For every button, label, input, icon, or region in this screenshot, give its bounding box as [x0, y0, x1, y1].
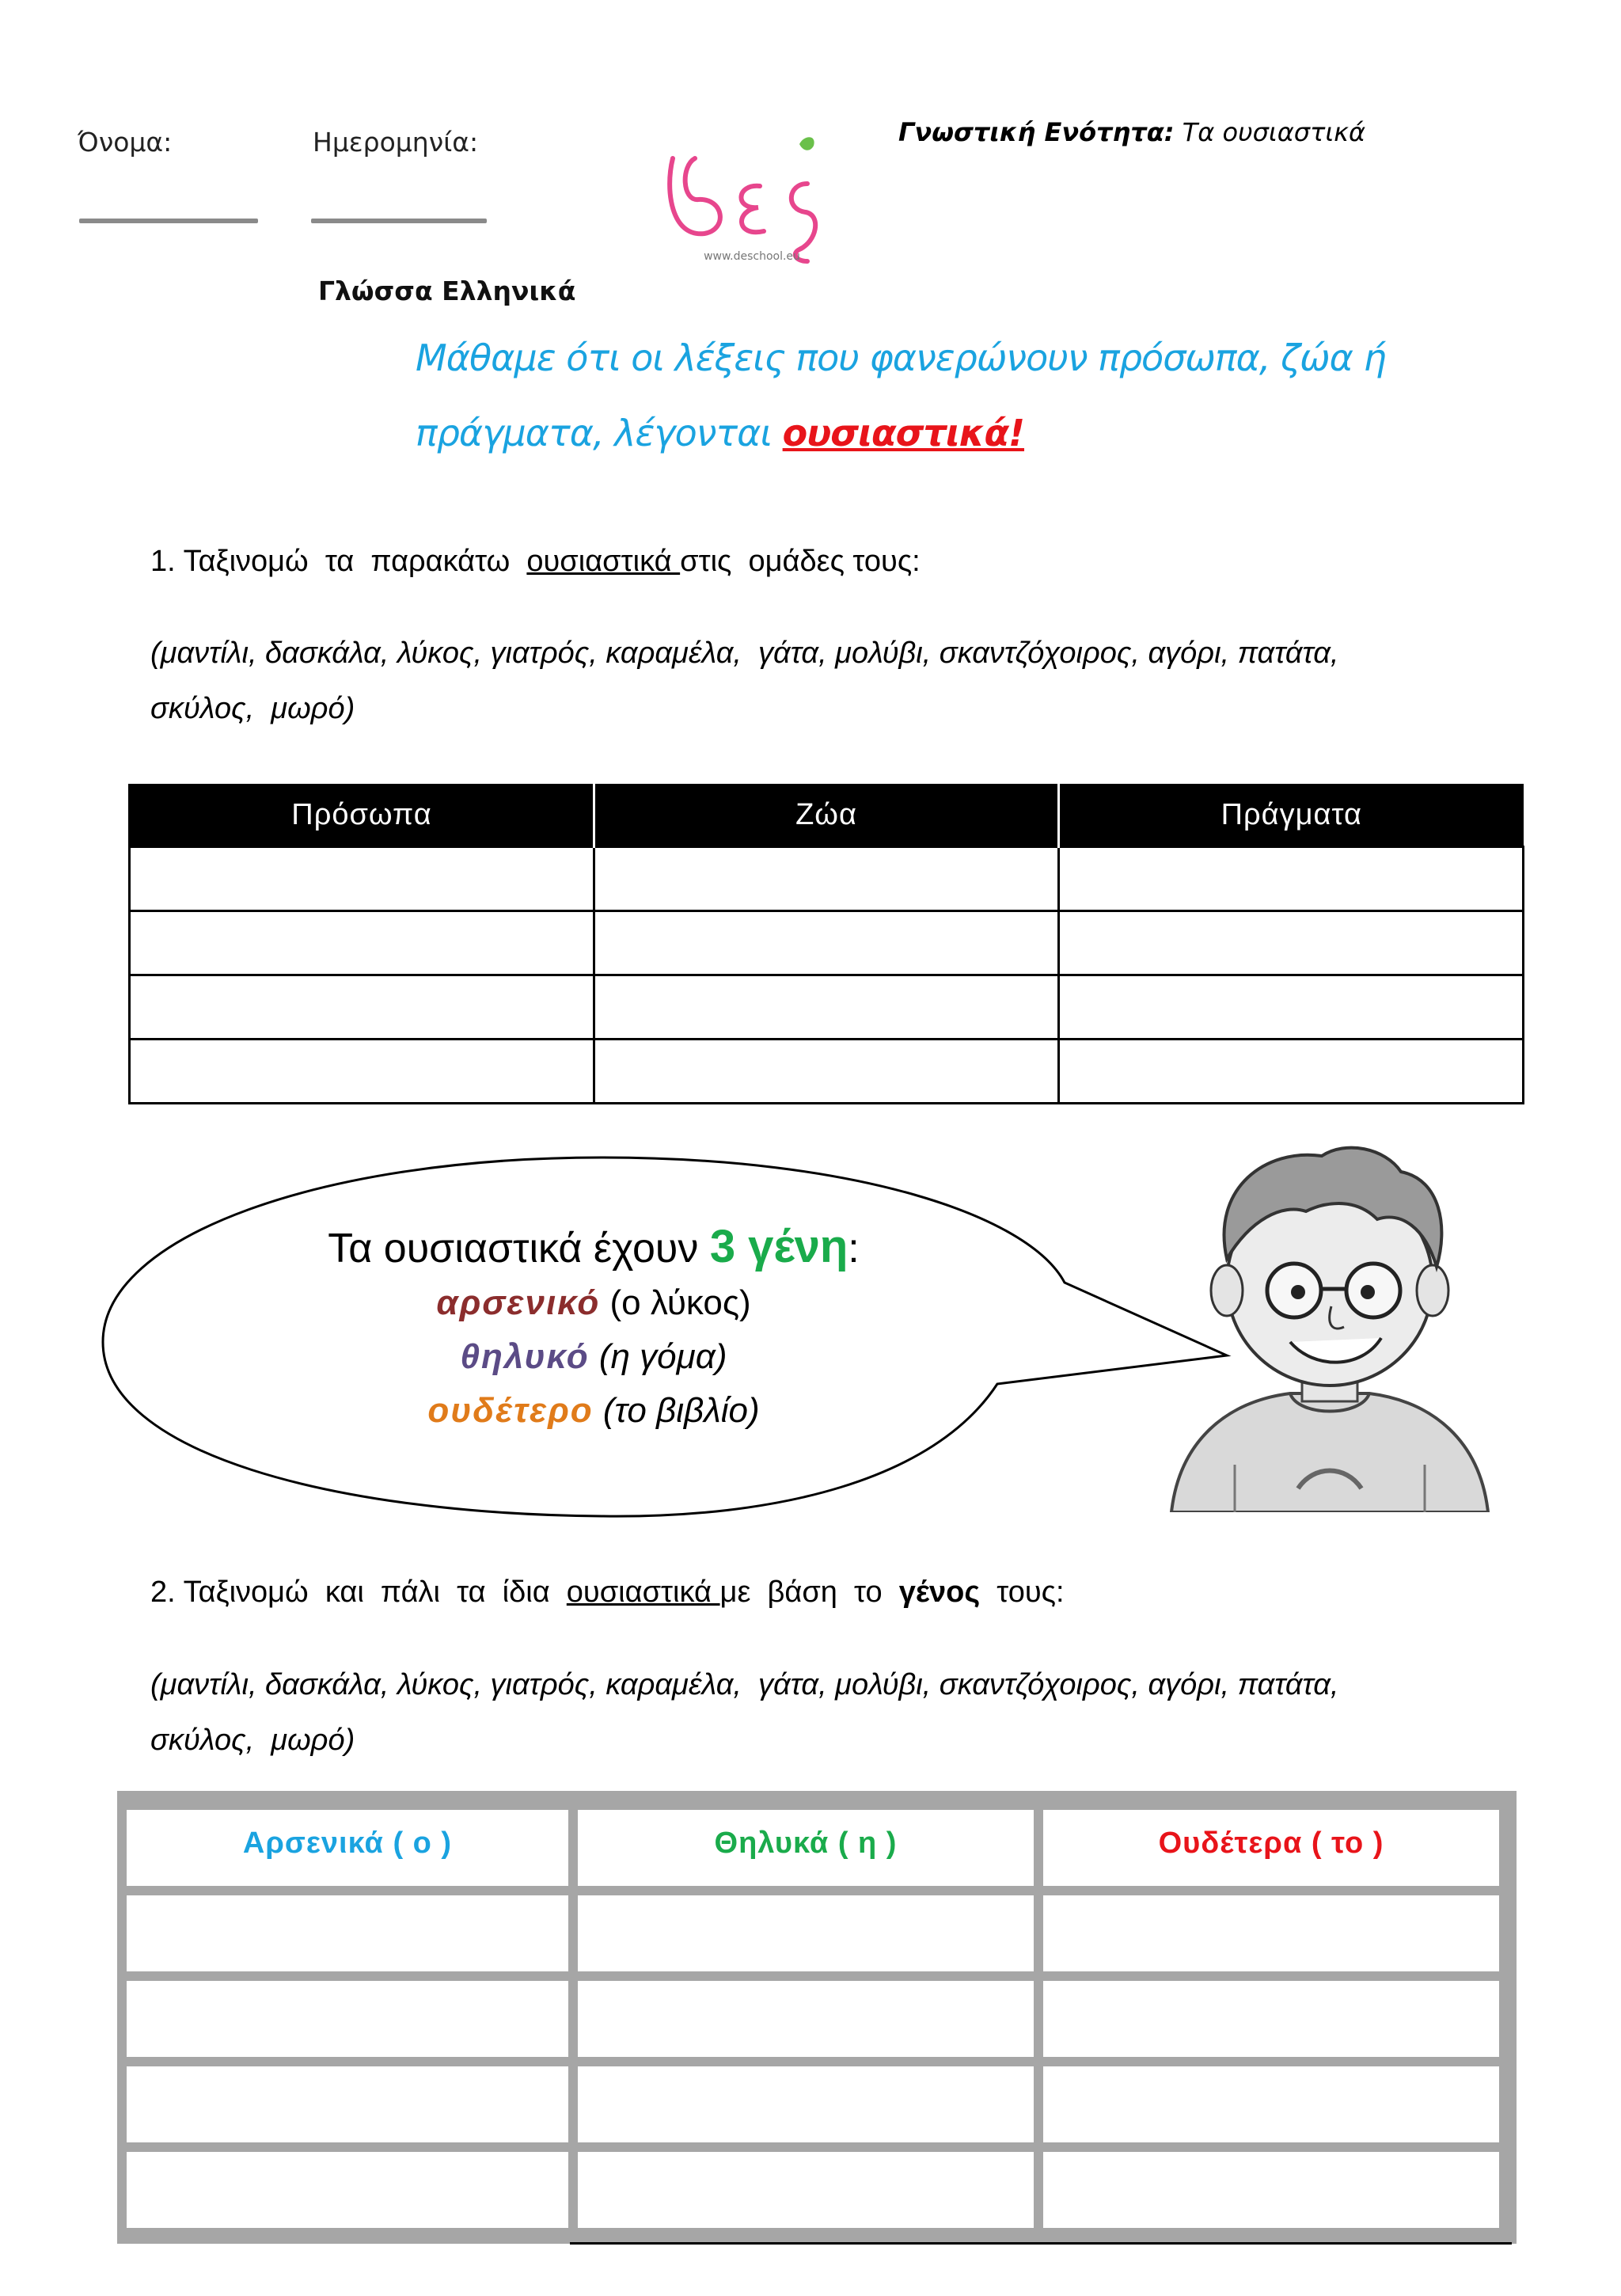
- task-1-table: [128, 784, 1524, 1104]
- table-row: [130, 847, 1524, 911]
- answer-cell[interactable]: [1043, 1981, 1499, 2057]
- name-label: Όνομα:: [78, 127, 173, 158]
- feminine-word: θηλυκό: [460, 1337, 590, 1376]
- answer-cell[interactable]: [578, 1895, 1034, 1971]
- answer-cell[interactable]: [1043, 2152, 1499, 2228]
- date-label: Ημερομηνία:: [313, 127, 479, 158]
- task-1-header-row: [130, 784, 1524, 847]
- table-row: [130, 975, 1524, 1040]
- bubble-neuter: [237, 1384, 950, 1438]
- bubble-title-highlight: 3 γένη: [709, 1221, 848, 1272]
- answer-cell[interactable]: [578, 2066, 1034, 2142]
- name-blank-line[interactable]: [79, 219, 258, 223]
- bottom-rule: [570, 2242, 1512, 2245]
- answer-cell[interactable]: [127, 1981, 568, 2057]
- header-persons: Πρόσωπα: [130, 784, 594, 847]
- answer-cell[interactable]: [594, 847, 1059, 911]
- bubble-content: [237, 1219, 950, 1438]
- header-neuter: Ουδέτερα ( το ): [1043, 1810, 1499, 1886]
- task-2-instruction: [150, 1576, 1065, 1610]
- answer-cell[interactable]: [1059, 1040, 1524, 1104]
- task-1-underlined: ουσιαστικά: [526, 545, 681, 578]
- des-logo: [649, 111, 855, 285]
- masculine-example: (ο λύκος): [600, 1283, 751, 1322]
- task-1-pre: 1. Ταξινομώ τα παρακάτω: [150, 545, 527, 578]
- table-row: [130, 911, 1524, 975]
- header-things: Πράγματα: [1059, 784, 1524, 847]
- answer-cell[interactable]: [1059, 847, 1524, 911]
- answer-cell[interactable]: [130, 847, 594, 911]
- header-masculine: Αρσενικά ( ο ): [127, 1810, 568, 1886]
- answer-cell[interactable]: [127, 2066, 568, 2142]
- unit-label: Γνωστική Ενότητα:: [898, 117, 1175, 147]
- answer-cell[interactable]: [594, 1040, 1059, 1104]
- table-row: [130, 1040, 1524, 1104]
- task-2-words-line-2: σκύλος, μωρό): [150, 1724, 355, 1757]
- task-2-underlined: ουσιαστικά: [566, 1576, 720, 1609]
- task-1-word-list: [150, 625, 1338, 736]
- answer-cell[interactable]: [578, 2152, 1034, 2228]
- feminine-example: (η γόμα): [589, 1337, 727, 1376]
- masculine-word: αρσενικό: [436, 1283, 601, 1322]
- header-feminine: Θηλυκά ( η ): [578, 1810, 1034, 1886]
- task-2-words-line-1: (μαντίλι, δασκάλα, λύκος, γιατρός, καραμέλα, γάτα, μολύβι, σκαντζόχοιρος, αγόρι, πατάτα,: [150, 1668, 1339, 1701]
- intro-noun: ουσιαστικά!: [782, 412, 1025, 454]
- intro-line-1: Μάθαμε ότι οι λέξεις που φανερώνουν πρόσωπα, ζώα ή: [416, 336, 1386, 379]
- neuter-example: (το βιβλίο): [593, 1391, 760, 1430]
- subject-label: Γλώσσα Ελληνικά: [318, 276, 576, 306]
- bubble-title: [237, 1219, 950, 1276]
- answer-cell[interactable]: [1059, 975, 1524, 1040]
- bubble-masculine: [237, 1276, 950, 1330]
- intro-line-2: [416, 412, 1024, 454]
- boy-illustration: [1164, 1140, 1496, 1512]
- bubble-title-text: Τα ουσιαστικά έχουν: [328, 1226, 710, 1272]
- answer-cell[interactable]: [1043, 1895, 1499, 1971]
- answer-cell[interactable]: [130, 975, 594, 1040]
- task-1-words-line-1: (μαντίλι, δασκάλα, λύκος, γιατρός, καραμέλα, γάτα, μολύβι, σκαντζόχοιρος, αγόρι, πατάτα,: [150, 637, 1339, 670]
- intro-line-2-text: πράγματα, λέγονται: [416, 412, 783, 454]
- header-animals: Ζώα: [594, 784, 1059, 847]
- logo-url: www.deschool.eu: [704, 250, 800, 263]
- task-2-table: [117, 1791, 1517, 2244]
- date-blank-line[interactable]: [311, 219, 487, 223]
- unit-heading: [898, 117, 1365, 147]
- answer-cell[interactable]: [130, 911, 594, 975]
- answer-cell[interactable]: [1059, 911, 1524, 975]
- task-2-bold: γένος: [898, 1576, 981, 1609]
- bubble-title-colon: :: [848, 1226, 860, 1272]
- task-1-post: στις ομάδες τους:: [680, 545, 921, 578]
- task-2-word-list: [150, 1657, 1338, 1768]
- answer-cell[interactable]: [127, 1895, 568, 1971]
- answer-cell[interactable]: [127, 2152, 568, 2228]
- answer-cell[interactable]: [1043, 2066, 1499, 2142]
- answer-cell[interactable]: [594, 975, 1059, 1040]
- task-2-mid: με βάση το: [719, 1576, 899, 1609]
- answer-cell[interactable]: [130, 1040, 594, 1104]
- task-1-instruction: [150, 545, 921, 579]
- task-2-post: τους:: [980, 1576, 1065, 1609]
- bubble-feminine: [237, 1330, 950, 1384]
- unit-value: Τα ουσιαστικά: [1174, 117, 1366, 147]
- answer-cell[interactable]: [594, 911, 1059, 975]
- task-1-words-line-2: σκύλος, μωρό): [150, 692, 355, 725]
- neuter-word: ουδέτερο: [427, 1391, 594, 1430]
- task-2-pre: 2. Ταξινομώ και πάλι τα ίδια: [150, 1576, 567, 1609]
- answer-cell[interactable]: [578, 1981, 1034, 2057]
